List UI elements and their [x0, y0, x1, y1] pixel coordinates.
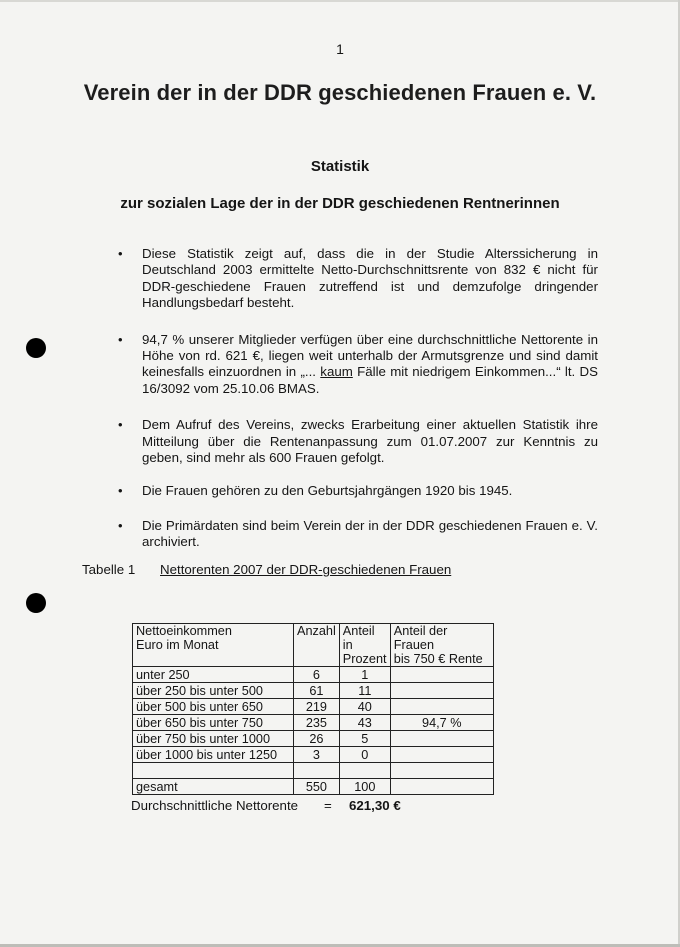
bullet-text: 94,7 % unserer Mitglieder verfügen über eine durchschnittliche Nettorente in Höhe von rd. 621 €, liegen weit unterhalb der Armutsgrenze und sind damit keinesfalls einzuordnen in „...: [142, 331, 598, 380]
average-value: 621,30 €: [349, 798, 401, 813]
header-income-line1: Nettoeinkommen: [136, 624, 232, 638]
cell-empty: [133, 763, 294, 779]
cell-empty: [339, 763, 390, 779]
cell-percent: 40: [339, 699, 390, 715]
table-row: [133, 731, 494, 747]
cell-percent: 0: [339, 747, 390, 763]
cell-share: 94,7 %: [390, 715, 493, 731]
bullet-icon: •: [118, 331, 123, 347]
header-income-line2: Euro im Monat: [136, 638, 219, 652]
bullet-icon: •: [118, 483, 123, 499]
cell-total-count: 550: [294, 779, 340, 795]
header-count: Anzahl: [294, 624, 340, 667]
header-percent-line1: Anteil in: [342, 624, 375, 652]
cell-percent: 43: [339, 715, 390, 731]
income-table: [132, 623, 494, 795]
header-percent-line2: Prozent: [342, 652, 387, 666]
cell-share: [390, 667, 493, 683]
table-row: [133, 667, 494, 683]
bullet-emphasis: kaum: [320, 364, 353, 380]
cell-range: über 1000 bis unter 1250: [133, 747, 294, 763]
cell-total-percent: 100: [339, 779, 390, 795]
table-row: [133, 683, 494, 699]
table-spacer-row: [133, 763, 494, 779]
cell-count: 26: [294, 731, 340, 747]
header-share-line1: Anteil der Frauen: [393, 624, 448, 652]
cell-empty: [390, 763, 493, 779]
cell-count: 3: [294, 747, 340, 763]
bullet-icon: •: [118, 246, 123, 261]
page-number: 1: [336, 41, 344, 57]
table-total-row: [133, 779, 494, 795]
average-pension: [131, 798, 401, 813]
bullet-text: Fälle mit niedrigem Einkommen...“ lt. DS 16/3092 vom 25.10.06 BMAS.: [142, 364, 599, 396]
cell-count: 219: [294, 699, 340, 715]
cell-count: 6: [294, 667, 340, 683]
cell-percent: 1: [339, 667, 390, 683]
table-row: [133, 715, 494, 731]
average-equals: =: [324, 798, 332, 813]
table-caption: Nettorenten 2007 der DDR-geschiedenen Frauen: [160, 562, 452, 577]
list-item: [118, 417, 598, 466]
cell-share: [390, 747, 493, 763]
bullet-text: Diese Statistik zeigt auf, dass die in der Studie Alterssicherung in Deutschland 2003 ermittelte Netto-Durchschnittsrente von 832 € nicht für DDR-geschiedene Frauen zutreffend ist und demzufolge dringender Handlungsbedarf besteht.: [142, 246, 598, 311]
header-percent: [339, 624, 390, 667]
bullet-text: Dem Aufruf des Vereins, zwecks Erarbeitung einer aktuellen Statistik ihre Mitteilung über die Rentenanpassung zum 01.07.2007 zur Kenntnis zu geben, sind mehr als 600 Frauen gefolgt.: [142, 417, 598, 466]
cell-count: 235: [294, 715, 340, 731]
bullet-list: [118, 246, 598, 551]
bullet-icon: •: [118, 517, 123, 533]
table-row: [133, 699, 494, 715]
table-row: [133, 747, 494, 763]
header-share: [390, 624, 493, 667]
subtitle-line-2: zur sozialen Lage der in der DDR geschiedenen Rentnerinnen: [120, 195, 560, 212]
cell-range: über 650 bis unter 750: [133, 715, 294, 731]
cell-empty: [390, 779, 493, 795]
cell-total-label: gesamt: [133, 779, 294, 795]
cell-range: über 250 bis unter 500: [133, 683, 294, 699]
bullet-text: Die Frauen gehören zu den Geburtsjahrgängen 1920 bis 1945.: [142, 483, 513, 499]
cell-share: [390, 683, 493, 699]
cell-empty: [294, 763, 340, 779]
page-edge-top: [0, 0, 680, 2]
page-title: Verein der in der DDR geschiedenen Frauen e. V.: [83, 80, 597, 105]
cell-percent: 11: [339, 683, 390, 699]
subtitle: Statistik: [310, 158, 370, 175]
punch-hole-icon: [26, 338, 46, 358]
table-header-row: [133, 624, 494, 667]
bullet-icon: •: [118, 417, 123, 433]
average-label: Durchschnittliche Nettorente: [131, 798, 299, 813]
cell-share: [390, 699, 493, 715]
cell-range: über 750 bis unter 1000: [133, 731, 294, 747]
cell-share: [390, 731, 493, 747]
table-label: Tabelle 1: [82, 562, 136, 577]
cell-range: unter 250: [133, 667, 294, 683]
cell-range: über 500 bis unter 650: [133, 699, 294, 715]
bullet-text: Die Primärdaten sind beim Verein der in der DDR geschiedenen Frauen e. V. archiviert.: [142, 517, 598, 550]
list-item: [118, 246, 598, 312]
cell-percent: 5: [339, 731, 390, 747]
list-item: [118, 483, 598, 499]
list-item: [118, 332, 598, 398]
cell-count: 61: [294, 683, 340, 699]
punch-hole-icon: [26, 593, 46, 613]
header-income: [133, 624, 294, 667]
list-item: [118, 518, 598, 551]
header-share-line2: bis 750 € Rente: [393, 652, 483, 666]
